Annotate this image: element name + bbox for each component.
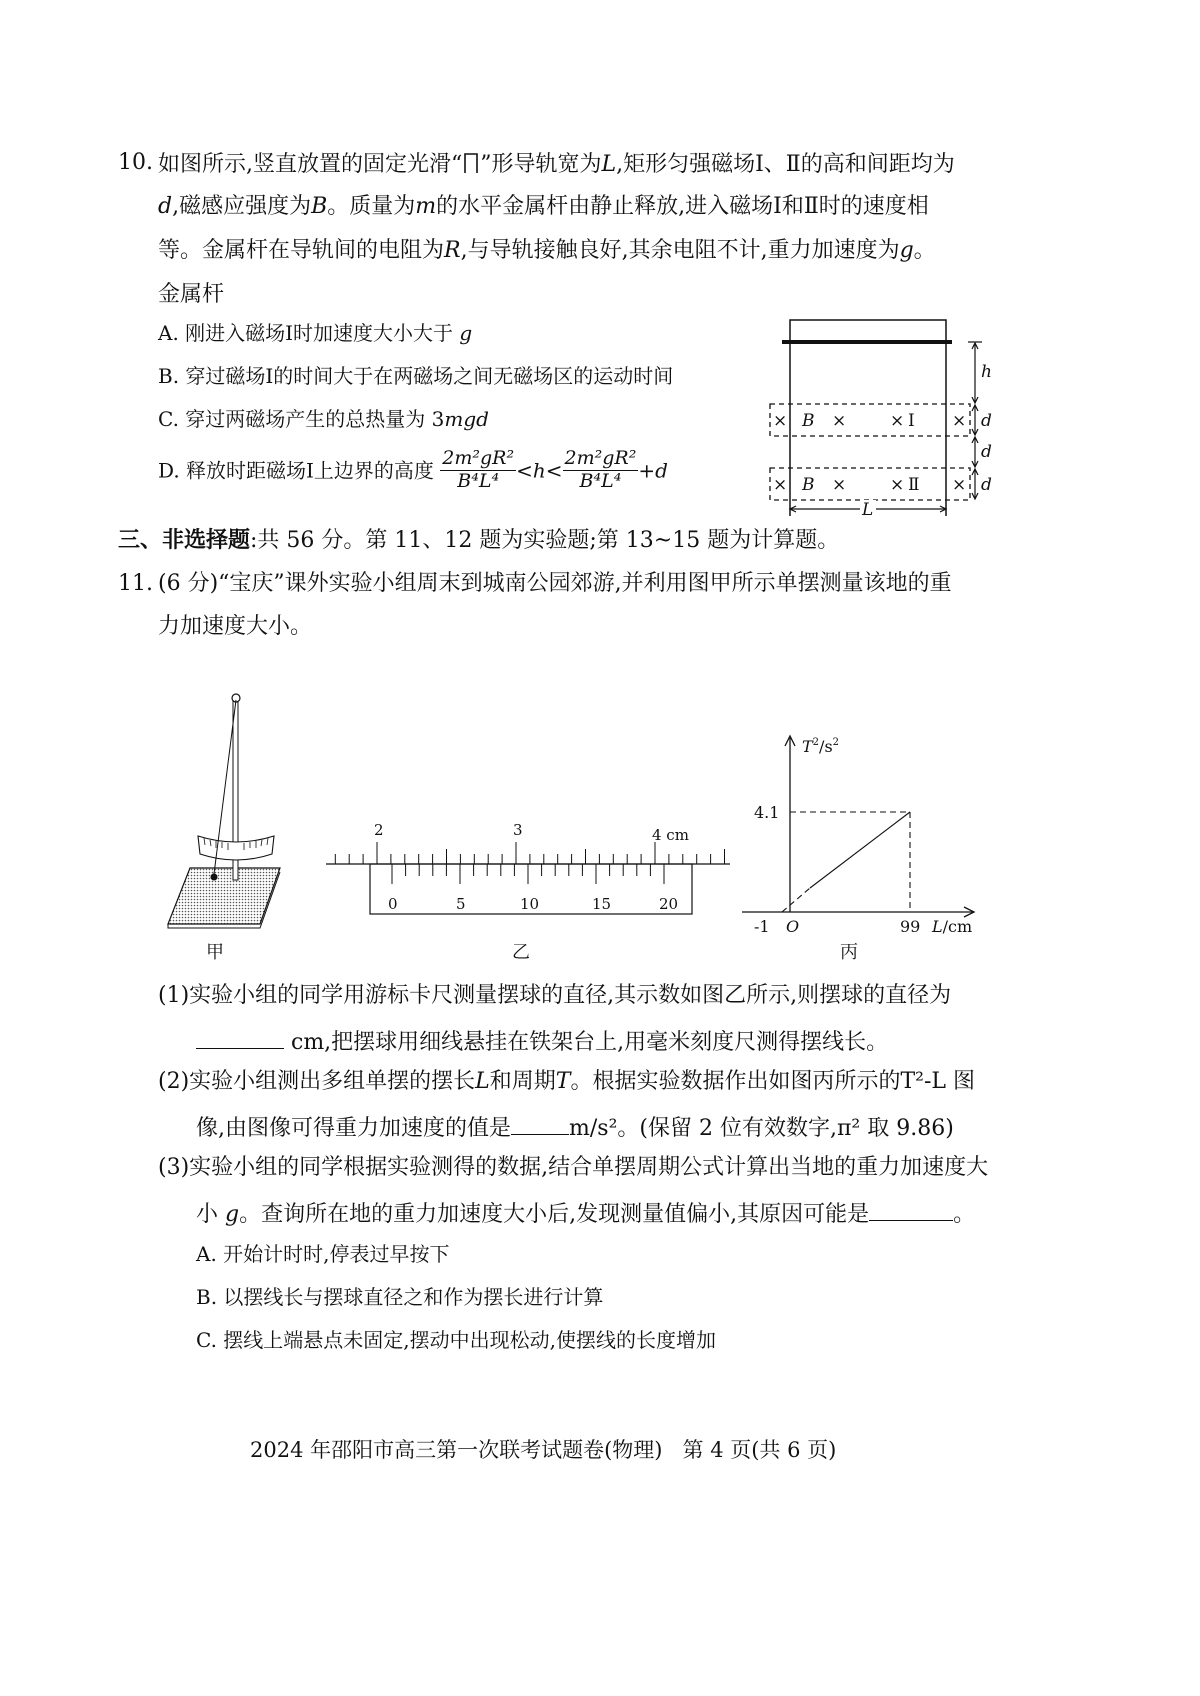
section3-title: 三、非选择题 [118,527,251,553]
q11-s1-line1: (1)实验小组的同学用游标卡尺测量摆球的直径,其示数如图乙所示,则摆球的直径为 [158,983,952,1008]
q10-option-d-ineq: <h< [516,458,563,483]
q10-line3 [158,240,936,262]
field-2-x-left: × [773,475,788,495]
q10-R: R [444,238,461,263]
q10-m: m [415,194,437,219]
main-label-2: 2 [374,821,384,839]
vernier-label-20: 20 [659,895,679,913]
q11-option-a: A. 开始计时时,停表过早按下 [196,1242,450,1266]
q11-s2-T: T [555,1069,571,1094]
main-scale-ticks [335,842,724,864]
q11-s2-line1 [158,1071,975,1093]
q11-line2: 力加速度大小。 [158,614,313,639]
q10-option-d [158,448,668,493]
x-axis-label: L/cm [932,917,973,936]
q11-s3-c: 。查询所在地的重力加速度大小后,发现测量值偏小,其原因可能是 [239,1202,870,1227]
vernier-label-5: 5 [456,895,466,913]
vernier-label-10: 10 [520,895,540,913]
field-1-region [770,404,970,436]
frac2-numerator: 2m²gR² [564,447,637,469]
dim-d1: d [981,411,992,431]
q11-s2-d: T²-L 图 [900,1069,976,1094]
frac1-numerator: 2m²gR² [442,447,515,469]
q11-number: 11. [118,571,153,596]
q10-L: L [601,152,617,177]
q11-s2-a: (2)实验小组测出多组单摆的摆长 [158,1069,476,1094]
q11-s2-b: 和周期 [489,1069,556,1094]
q11-s3-b: 小 [196,1202,219,1227]
answer-blank-2[interactable] [511,1114,569,1135]
q10-option-d-text: D. 释放时距磁场Ⅰ上边界的高度 [158,458,434,483]
q10-line1 [158,152,955,176]
pendulum-figure [160,688,300,936]
data-line [810,812,910,888]
q10-line1c: ,矩形匀强磁场Ⅰ、Ⅱ的高和间距均为 [616,152,955,177]
q10-line3c: 。 [913,238,936,263]
q10-figure [760,316,1000,520]
vernier-caliper-figure [322,812,734,922]
q10-option-c-mgd: mgd [444,407,489,431]
y-axis-label: $T^2/s^2$ [802,737,840,756]
field-1-x-mid: × [832,411,847,431]
q11-s1-line2 [196,1028,888,1054]
q10-option-b: B. 穿过磁场Ⅰ的时间大于在两磁场之间无磁场区的运动时间 [158,364,674,388]
t2-l-graph [738,728,986,940]
field-2-B: B [802,475,815,495]
q10-option-a [158,323,472,343]
q11-s2-c: 。根据实验数据作出如图丙所示的 [570,1069,901,1094]
track-shape-icon [462,152,480,174]
q11-line1: (6 分)“宝庆”课外实验小组周末到城南公园郊游,并利用图甲所示单摆测量该地的重 [158,571,952,596]
q10-line3b: ,与导轨接触良好,其余电阻不计,重力加速度为 [460,238,900,263]
q10-option-c [158,409,489,429]
q11-s3-line1: (3)实验小组的同学根据实验测得的数据,结合单摆周期公式计算出当地的重力加速度大 [158,1155,989,1180]
field-2-label: Ⅱ [908,475,920,495]
field-1-x-edge: × [952,411,967,431]
field-1-x-left: × [773,411,788,431]
q10-line3a: 等。金属杆在导轨间的电阻为 [158,238,445,263]
q10-line1b: ”形导轨宽为 [480,152,602,177]
field-1-B: B [802,411,815,431]
q10-line2b: ,磁感应强度为 [172,194,312,219]
field-2-region [770,468,970,500]
dim-d2: d [981,442,992,462]
field-2-x-edge: × [952,475,967,495]
dim-L: L [862,500,874,520]
q11-option-b: B. 以摆线长与摆球直径之和作为摆长进行计算 [196,1285,604,1309]
field-2-x-right: × [890,475,905,495]
extrapolated-line [782,888,810,912]
q10-line4: 金属杆 [158,282,225,307]
q10-line1-text: 如图所示,竖直放置的固定光滑“ [158,152,463,177]
q11-s1-rest: cm,把摆球用细线悬挂在铁架台上,用毫米刻度尺测得摆线长。 [291,1030,889,1055]
q10-option-d-frac2 [563,448,639,493]
caption-yi: 乙 [512,942,530,963]
q10-d: d [158,194,173,219]
q11-s3-d: 。 [953,1202,976,1227]
section3-heading [118,529,839,552]
field-2-x-mid: × [832,475,847,495]
main-label-4cm: 4 cm [652,826,689,844]
q11-s2-e: 像,由图像可得重力加速度的值是 [196,1116,511,1141]
caption-bing: 丙 [840,942,858,963]
q10-B: B [311,194,328,219]
q10-option-d-frac1 [440,448,516,493]
q11-s2-L: L [475,1069,490,1094]
dim-d3: d [981,475,992,495]
field-1-label: Ⅰ [908,411,915,431]
q11-s3-line2 [196,1200,975,1226]
q11-s3-g: g [225,1202,240,1227]
answer-blank-3[interactable] [869,1200,953,1221]
q10-option-d-plus: +d [638,458,668,483]
dim-h: h [981,362,992,382]
frac2-denominator: B⁴L⁴ [579,469,622,492]
x-neg-tick: -1 [754,917,770,936]
frac1-denominator: B⁴L⁴ [457,469,500,492]
q11-s2-line2 [196,1114,954,1140]
page-footer: 2024 年邵阳市高三第一次联考试题卷(物理) 第 4 页(共 6 页) [250,1438,837,1462]
q10-option-a-g: g [459,321,473,345]
section3-rest: :共 56 分。第 11、12 题为实验题;第 13~15 题为计算题。 [250,528,840,553]
q10-option-c-text: C. 穿过两磁场产生的总热量为 3 [158,407,445,431]
q10-g: g [899,238,914,263]
q11-option-c: C. 摆线上端悬点未固定,摆动中出现松动,使摆线的长度增加 [196,1328,717,1352]
origin-label: O [786,917,800,936]
q10-line2c: 。质量为 [327,194,416,219]
x-tick-99: 99 [900,917,921,936]
q10-line2d: 的水平金属杆由静止释放,进入磁场Ⅰ和Ⅱ时的速度相 [436,194,929,219]
vernier-scale-ticks [392,864,664,884]
field-1-x-right: × [890,411,905,431]
vernier-label-0: 0 [388,895,398,913]
y-tick-41: 4.1 [754,803,780,822]
q10-option-a-text: A. 刚进入磁场Ⅰ时加速度大小大于 [158,321,454,345]
vernier-label-15: 15 [592,895,612,913]
q10-number: 10. [118,150,153,175]
q11-s2-f: m/s²。(保留 2 位有效数字,π² 取 9.86) [569,1116,954,1141]
answer-blank-1[interactable] [196,1028,284,1049]
caption-jia: 甲 [206,942,224,963]
main-label-3: 3 [513,821,523,839]
q10-line2 [158,196,929,218]
